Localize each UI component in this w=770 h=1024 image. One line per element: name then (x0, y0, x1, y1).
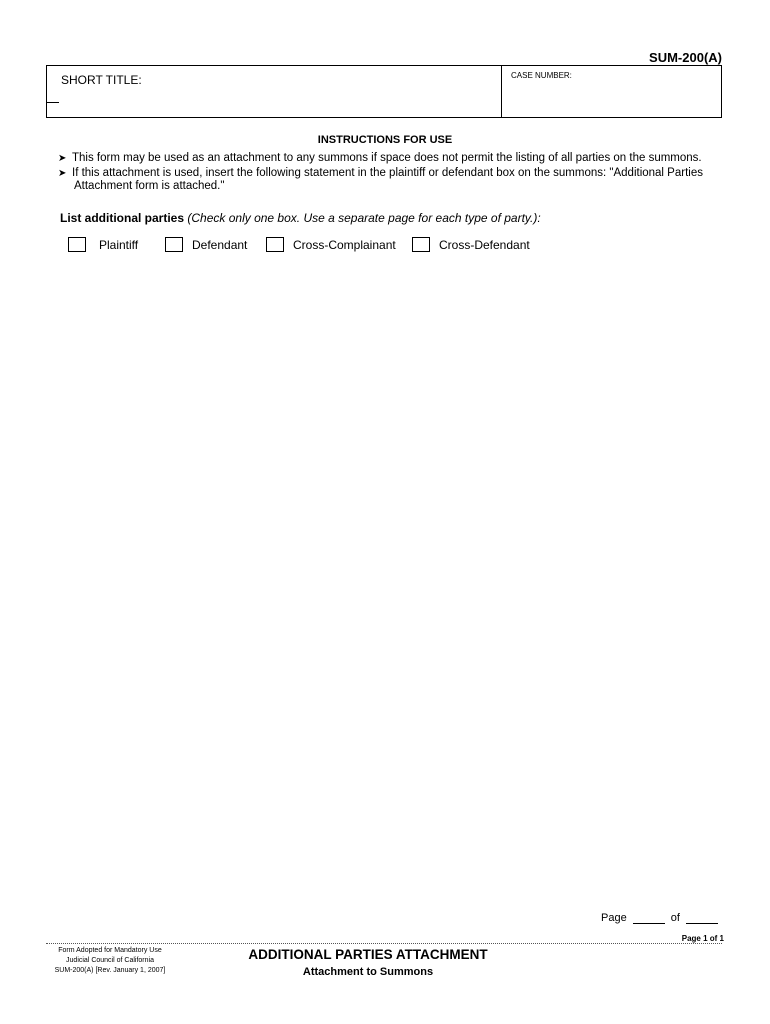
instructions-title: INSTRUCTIONS FOR USE (317, 134, 453, 146)
page-numbering (601, 912, 724, 924)
short-title-label: SHORT TITLE: (61, 73, 142, 87)
party-list-label-bold: List additional parties (60, 211, 185, 225)
cross-complainant-checkbox[interactable] (266, 237, 284, 252)
form-adoption-info (40, 946, 180, 976)
form-subtitle: Attachment to Summons (302, 966, 434, 978)
form-id: SUM-200(A) (649, 50, 722, 65)
instruction-text-1: This form may be used as an attachment to any summons if space does not permit the listing of all parties on the summons. (72, 152, 702, 164)
of-label: of (670, 912, 680, 924)
page-of-indicator: Page 1 of 1 (681, 934, 724, 943)
caption-header-box (46, 65, 722, 118)
instruction-item-2 (58, 166, 703, 181)
short-title-cell[interactable] (47, 66, 502, 117)
party-type-checkboxes (0, 237, 770, 253)
arrow-right-icon: ➤ (58, 168, 67, 179)
plaintiff-label: Plaintiff (99, 238, 139, 252)
short-title-tick (47, 102, 59, 103)
plaintiff-checkbox[interactable] (68, 237, 86, 252)
page-label: Page (601, 912, 627, 924)
case-number-label: CASE NUMBER: (511, 71, 572, 80)
adoption-line-1: Form Adopted for Mandatory Use (58, 947, 162, 954)
adoption-line-3: SUM-200(A) [Rev. January 1, 2007] (54, 967, 166, 974)
instruction-text-2: If this attachment is used, insert the following statement in the plaintiff or defendant box on the summons: "Additional Parties (72, 167, 703, 179)
cross-defendant-label: Cross-Defendant (439, 238, 530, 252)
cross-defendant-checkbox[interactable] (412, 237, 430, 252)
case-number-cell[interactable] (501, 66, 721, 117)
defendant-checkbox[interactable] (165, 237, 183, 252)
instruction-item-1 (58, 151, 702, 166)
page-total-field[interactable] (686, 913, 718, 924)
page-number-field[interactable] (633, 913, 665, 924)
cross-complainant-label: Cross-Complainant (293, 238, 396, 252)
party-list-label-italic: (Check only one box. Use a separate page for each type of party.): (187, 211, 541, 225)
party-list-label (60, 211, 541, 225)
adoption-line-2: Judicial Council of California (66, 957, 154, 964)
arrow-right-icon: ➤ (58, 153, 67, 164)
defendant-label: Defendant (192, 238, 248, 252)
form-title: ADDITIONAL PARTIES ATTACHMENT (248, 947, 488, 962)
footer-divider (46, 943, 722, 944)
instruction-text-2-continued: Attachment form is attached." (74, 180, 225, 192)
